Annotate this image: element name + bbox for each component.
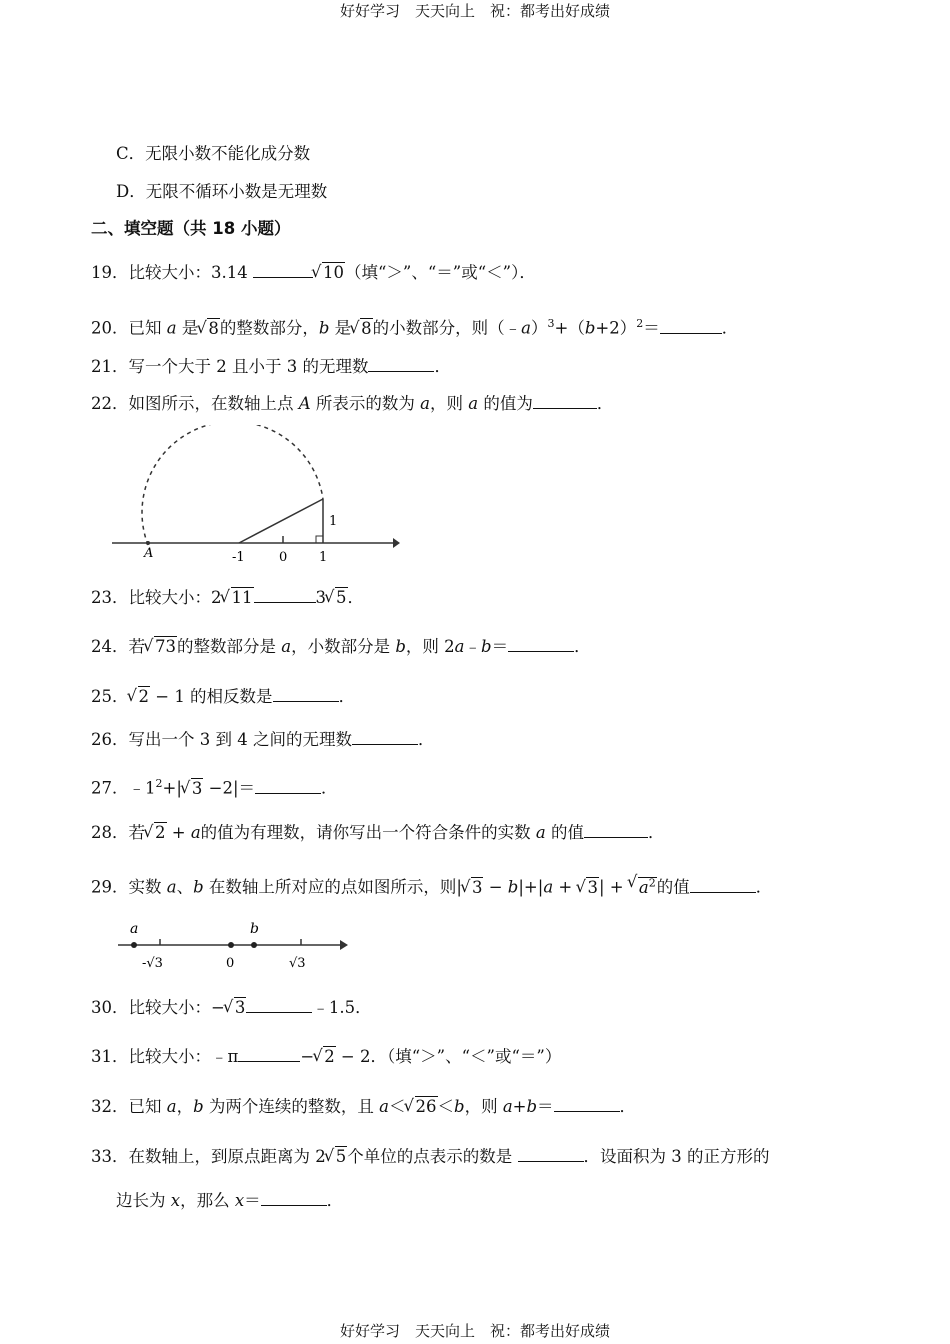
arrow-icon [340, 940, 348, 950]
page-footer: 好好学习 天天向上 祝：都考出好成绩 [339, 1322, 610, 1340]
option-d: D．无限不循环小数是无理数 [116, 182, 328, 201]
sqrt: √ 2 [129, 686, 151, 708]
answer-blank[interactable] [690, 877, 756, 893]
question-33-cont: 边长为 x，那么 x＝ ． [116, 1191, 344, 1210]
label-0: 0 [279, 550, 288, 565]
answer-blank[interactable] [508, 636, 574, 652]
sqrt: √ 8 [198, 318, 220, 340]
question-21: 21．写一个大于 2 且小于 3 的无理数 ． [91, 357, 451, 376]
label-A: A [144, 546, 154, 561]
label-neg-sqrt3: -√3 [142, 956, 163, 971]
dashed-arc [142, 425, 323, 545]
hypotenuse [239, 499, 323, 543]
question-31: 31．比较大小：﹣π −√ 2 − 2．（填“＞”、“＜”或“＝”） [91, 1046, 561, 1068]
sqrt: √ 3 [577, 877, 599, 899]
question-32: 32．已知 a，b 为两个连续的整数，且 a＜√ 26＜b，则 a+b＝ ． [91, 1096, 636, 1118]
sqrt: √ 26 [406, 1096, 438, 1118]
answer-blank[interactable] [273, 686, 339, 702]
option-c: C．无限小数不能化成分数 [116, 144, 311, 163]
question-19: 19．比较大小：3.14 √ 10（填“＞”、“＝”或“＜”）． [91, 262, 536, 284]
arrow-icon [393, 538, 400, 548]
answer-blank[interactable] [352, 729, 418, 745]
answer-blank[interactable] [254, 587, 316, 603]
page-header: 好好学习 天天向上 祝：都考出好成绩 [339, 2, 610, 20]
point-zero [228, 942, 234, 948]
question-24: 24．若√ 73的整数部分是 a，小数部分是 b，则 2a﹣b＝ ． [91, 636, 591, 658]
label-sqrt3: √3 [289, 956, 306, 971]
sqrt: √ 2 [145, 822, 167, 844]
sqrt: √ $a^2$ [629, 872, 657, 899]
question-28: 28．若√ 2 + a的值为有理数，请你写出一个符合条件的实数 a 的值 ． [91, 822, 665, 844]
point-a [131, 942, 137, 948]
sqrt: √ 11 [222, 587, 254, 609]
question-27: 27．$﹣1^2+|√$ 3 −2|＝ ． [91, 773, 338, 800]
sqrt: √ 3 [182, 778, 204, 800]
question-20: 20．已知 a 是√ 8的整数部分，b 是√ 8的小数部分，则$(﹣a)^3+(b+2)^2=$ ． [91, 313, 738, 340]
sqrt: √ 5 [326, 1146, 348, 1168]
label-1: 1 [319, 550, 328, 565]
section-title: 二、填空题（共 18 小题） [91, 219, 291, 238]
question-26: 26．写出一个 3 到 4 之间的无理数 ． [91, 730, 435, 749]
right-angle-mark [316, 536, 323, 543]
sqrt: √ 73 [145, 636, 177, 658]
label-height: 1 [329, 514, 338, 529]
answer-blank[interactable] [368, 356, 434, 372]
answer-blank[interactable] [518, 1146, 584, 1162]
point-b [251, 942, 257, 948]
label-zero: 0 [226, 956, 235, 971]
label-b: b [250, 921, 259, 937]
question-29: 29．实数 a、b 在数轴上所对应的点如图所示，则|√ 3 − b|+|a + √ 3| + √ $a^2$的值 ． [91, 872, 772, 899]
answer-blank[interactable] [533, 393, 597, 409]
point-A [146, 541, 150, 545]
answer-blank[interactable] [554, 1096, 620, 1112]
answer-blank[interactable] [253, 262, 313, 278]
question-33: 33．在数轴上，到原点距离为 2√ 5个单位的点表示的数是 ．设面积为 3 的正方形的 [91, 1146, 770, 1168]
sqrt: √ 10 [313, 262, 345, 284]
sqrt: √ 2 [314, 1046, 336, 1068]
answer-blank[interactable] [246, 997, 312, 1013]
sqrt: √ 8 [351, 318, 373, 340]
question-25: 25．√ 2 − 1 的相反数是 ． [91, 686, 355, 708]
answer-blank[interactable] [660, 318, 722, 334]
number-line-figure-22 [108, 425, 408, 570]
question-22: 22．如图所示，在数轴上点 A 所表示的数为 a，则 a 的值为 ． [91, 394, 614, 413]
label-neg1: -1 [232, 550, 245, 565]
sqrt: √ 3 [462, 877, 484, 899]
number-line-figure-29 [112, 915, 362, 975]
sqrt: √ 3 [225, 997, 247, 1019]
answer-blank[interactable] [238, 1046, 300, 1062]
question-30: 30．比较大小：−√ 3 ﹣1.5． [91, 997, 372, 1019]
sqrt: √ 5 [326, 587, 348, 609]
label-a: a [130, 921, 139, 937]
question-23: 23．比较大小：2√ 11 3√ 5． [91, 587, 364, 609]
answer-blank[interactable] [255, 778, 321, 794]
answer-blank[interactable] [584, 822, 648, 838]
answer-blank[interactable] [261, 1190, 327, 1206]
